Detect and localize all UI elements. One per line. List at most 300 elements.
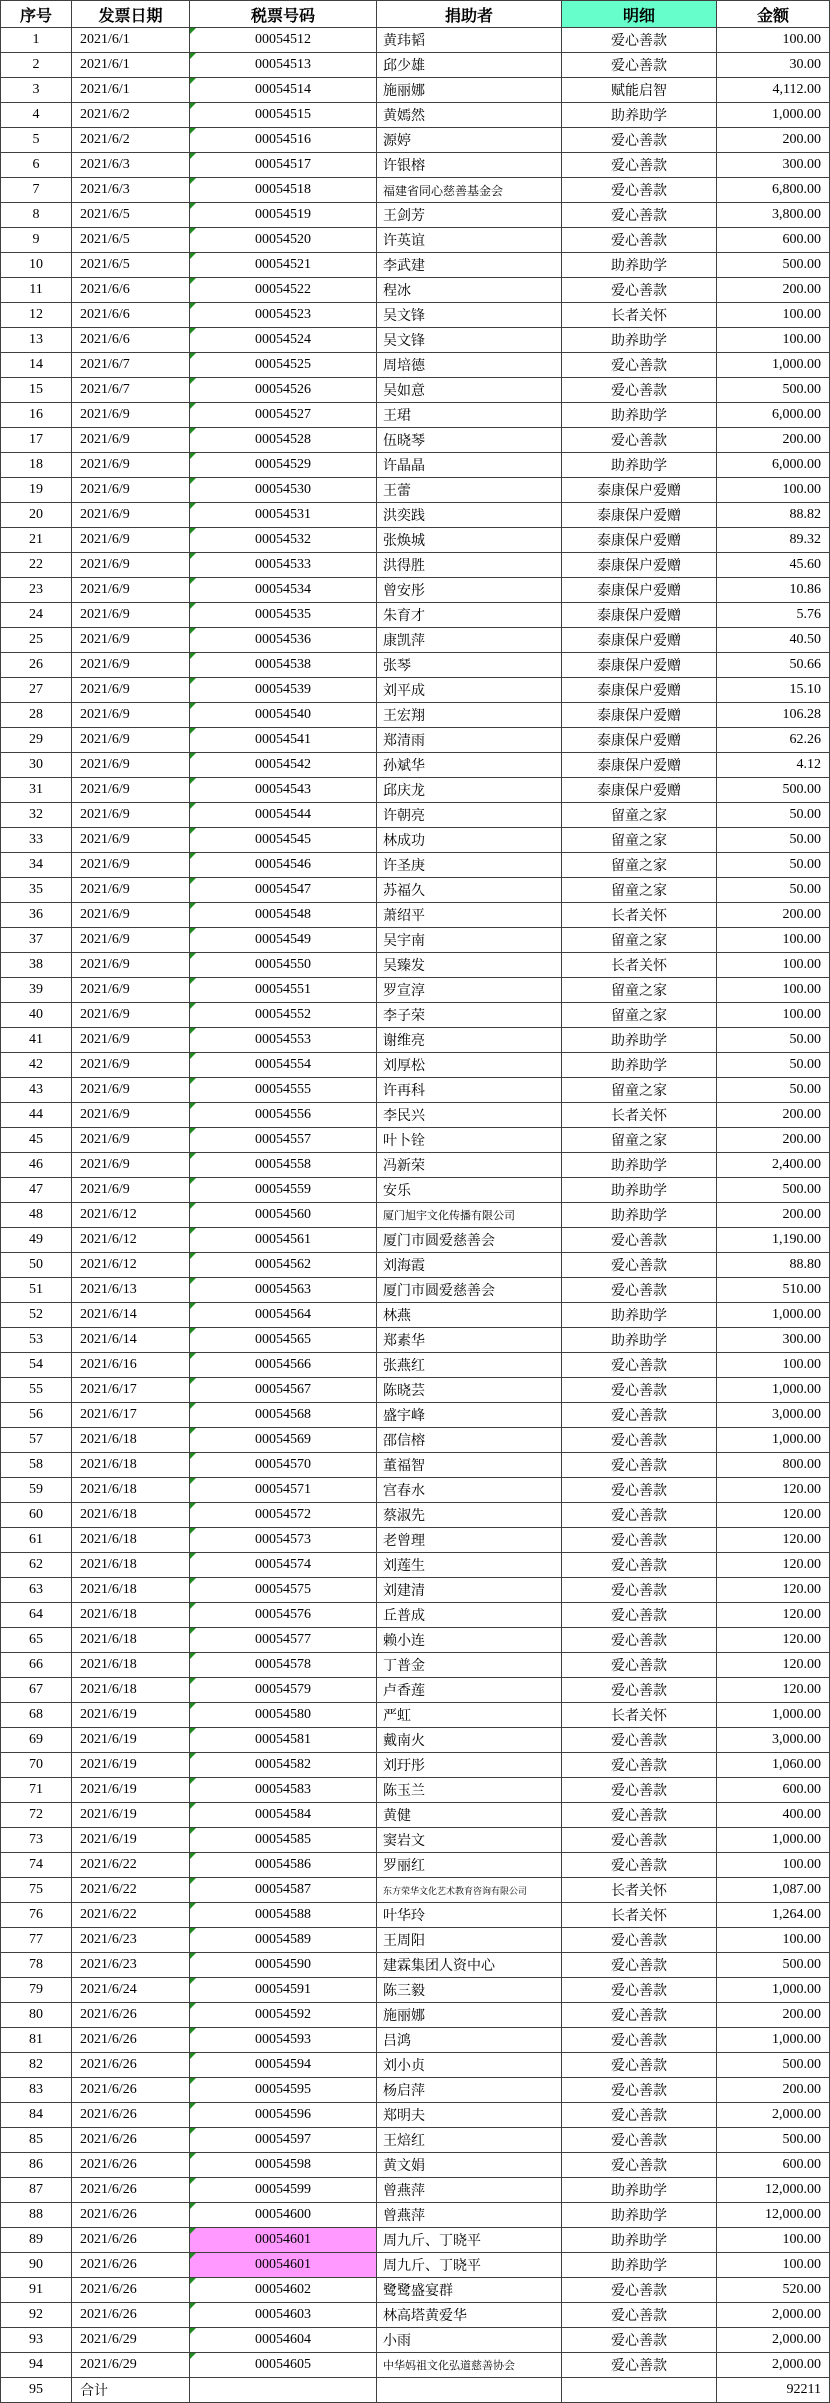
cell-no[interactable]: 15	[0, 378, 72, 403]
cell-no[interactable]: 1	[0, 28, 72, 53]
cell-amount[interactable]: 400.00	[717, 1803, 830, 1828]
cell-no[interactable]: 89	[0, 2228, 72, 2253]
cell-tax-no[interactable]: 00054586	[190, 1853, 377, 1878]
cell-detail[interactable]: 助养助学	[562, 1303, 717, 1328]
cell-amount[interactable]: 500.00	[717, 1178, 830, 1203]
cell-tax-no[interactable]: 00054597	[190, 2128, 377, 2153]
cell-detail[interactable]: 爱心善款	[562, 1578, 717, 1603]
cell-amount[interactable]: 45.60	[717, 553, 830, 578]
cell-date[interactable]: 2021/6/22	[72, 1878, 190, 1903]
cell-tax-no[interactable]: 00054524	[190, 328, 377, 353]
cell-amount[interactable]: 120.00	[717, 1578, 830, 1603]
cell-detail[interactable]: 爱心善款	[562, 1978, 717, 2003]
cell-no[interactable]: 50	[0, 1253, 72, 1278]
cell-date[interactable]: 2021/6/26	[72, 2203, 190, 2228]
cell-tax-no[interactable]: 00054559	[190, 1178, 377, 1203]
cell-detail[interactable]: 泰康保户爱赠	[562, 753, 717, 778]
cell-date[interactable]: 2021/6/26	[72, 2128, 190, 2153]
cell-tax-no[interactable]: 00054554	[190, 1053, 377, 1078]
cell-date[interactable]: 2021/6/2	[72, 128, 190, 153]
cell-detail[interactable]: 爱心善款	[562, 1453, 717, 1478]
cell-amount[interactable]: 120.00	[717, 1528, 830, 1553]
cell-amount[interactable]: 200.00	[717, 278, 830, 303]
cell-amount[interactable]: 3,800.00	[717, 203, 830, 228]
cell-donor[interactable]: 曾燕萍	[377, 2178, 562, 2203]
cell-donor[interactable]: 施丽娜	[377, 2003, 562, 2028]
cell-no[interactable]: 17	[0, 428, 72, 453]
cell-amount[interactable]: 4.12	[717, 753, 830, 778]
cell-no[interactable]: 54	[0, 1353, 72, 1378]
cell-donor[interactable]: 陈晓芸	[377, 1378, 562, 1403]
cell-amount[interactable]: 2,000.00	[717, 2303, 830, 2328]
cell-amount[interactable]: 30.00	[717, 53, 830, 78]
cell-detail[interactable]: 爱心善款	[562, 1553, 717, 1578]
cell-detail[interactable]: 泰康保户爱赠	[562, 603, 717, 628]
cell-detail[interactable]: 泰康保户爱赠	[562, 703, 717, 728]
cell-date[interactable]: 2021/6/19	[72, 1703, 190, 1728]
cell-no[interactable]: 31	[0, 778, 72, 803]
cell-detail[interactable]: 长者关怀	[562, 1903, 717, 1928]
cell-detail[interactable]: 爱心善款	[562, 2303, 717, 2328]
cell-donor[interactable]: 谢维亮	[377, 1028, 562, 1053]
cell-detail[interactable]: 长者关怀	[562, 1703, 717, 1728]
cell-amount[interactable]: 50.00	[717, 853, 830, 878]
cell-tax-no[interactable]: 00054569	[190, 1428, 377, 1453]
cell-detail[interactable]: 留童之家	[562, 853, 717, 878]
cell-date[interactable]: 2021/6/3	[72, 178, 190, 203]
cell-amount[interactable]: 100.00	[717, 1353, 830, 1378]
cell-tax-no[interactable]: 00054553	[190, 1028, 377, 1053]
cell-tax-no[interactable]: 00054595	[190, 2078, 377, 2103]
cell-tax-no[interactable]: 00054543	[190, 778, 377, 803]
cell-amount[interactable]: 1,000.00	[717, 2028, 830, 2053]
cell-detail[interactable]: 爱心善款	[562, 2353, 717, 2378]
cell-amount[interactable]: 2,400.00	[717, 1153, 830, 1178]
cell-amount[interactable]: 1,000.00	[717, 1703, 830, 1728]
cell-amount[interactable]: 300.00	[717, 1328, 830, 1353]
cell-tax-no[interactable]: 00054513	[190, 53, 377, 78]
cell-detail[interactable]: 泰康保户爱赠	[562, 778, 717, 803]
cell-detail[interactable]: 爱心善款	[562, 2078, 717, 2103]
cell-tax-no[interactable]: 00054532	[190, 528, 377, 553]
cell-donor[interactable]: 洪得胜	[377, 553, 562, 578]
cell-donor[interactable]: 黄玮韬	[377, 28, 562, 53]
cell-date[interactable]: 2021/6/23	[72, 1928, 190, 1953]
cell-no[interactable]: 47	[0, 1178, 72, 1203]
cell-amount[interactable]: 120.00	[717, 1653, 830, 1678]
cell-tax-no[interactable]: 00054565	[190, 1328, 377, 1353]
cell-donor[interactable]: 林燕	[377, 1303, 562, 1328]
cell-date[interactable]: 2021/6/9	[72, 828, 190, 853]
cell-donor[interactable]: 周培德	[377, 353, 562, 378]
cell-date[interactable]: 2021/6/12	[72, 1253, 190, 1278]
cell-amount[interactable]: 120.00	[717, 1503, 830, 1528]
cell-no[interactable]: 73	[0, 1828, 72, 1853]
cell-donor[interactable]: 林高塔黄爱华	[377, 2303, 562, 2328]
cell-no[interactable]: 75	[0, 1878, 72, 1903]
cell-amount[interactable]: 6,800.00	[717, 178, 830, 203]
cell-detail[interactable]: 爱心善款	[562, 228, 717, 253]
cell-donor[interactable]: 刘建清	[377, 1578, 562, 1603]
cell-amount[interactable]: 50.00	[717, 803, 830, 828]
cell-amount[interactable]: 5.76	[717, 603, 830, 628]
cell-tax-no[interactable]: 00054587	[190, 1878, 377, 1903]
cell-no[interactable]: 85	[0, 2128, 72, 2153]
cell-amount[interactable]: 200.00	[717, 128, 830, 153]
cell-date[interactable]: 2021/6/26	[72, 2178, 190, 2203]
cell-donor[interactable]: 施丽娜	[377, 78, 562, 103]
cell-no[interactable]: 69	[0, 1728, 72, 1753]
cell-amount[interactable]: 1,264.00	[717, 1903, 830, 1928]
cell-date[interactable]: 2021/6/22	[72, 1903, 190, 1928]
cell-date[interactable]: 2021/6/26	[72, 2078, 190, 2103]
cell-donor[interactable]: 赖小连	[377, 1628, 562, 1653]
cell-donor[interactable]: 吴如意	[377, 378, 562, 403]
cell-donor[interactable]: 建霖集团人资中心	[377, 1953, 562, 1978]
cell-detail[interactable]: 赋能启智	[562, 78, 717, 103]
cell-donor[interactable]: 曾安彤	[377, 578, 562, 603]
cell-amount[interactable]: 120.00	[717, 1603, 830, 1628]
cell-date[interactable]: 2021/6/9	[72, 803, 190, 828]
cell-date[interactable]: 2021/6/16	[72, 1353, 190, 1378]
cell-tax-no[interactable]: 00054558	[190, 1153, 377, 1178]
cell-no[interactable]: 26	[0, 653, 72, 678]
cell-donor[interactable]: 吴文锋	[377, 303, 562, 328]
cell-tax-no[interactable]: 00054580	[190, 1703, 377, 1728]
cell-amount[interactable]: 200.00	[717, 903, 830, 928]
cell-detail[interactable]: 爱心善款	[562, 378, 717, 403]
cell-detail[interactable]: 爱心善款	[562, 1478, 717, 1503]
cell-date[interactable]: 2021/6/9	[72, 678, 190, 703]
cell-detail[interactable]: 爱心善款	[562, 2053, 717, 2078]
cell-donor[interactable]: 老曾理	[377, 1528, 562, 1553]
cell-date[interactable]: 2021/6/9	[72, 1128, 190, 1153]
cell-detail[interactable]: 长者关怀	[562, 1878, 717, 1903]
cell-detail[interactable]: 泰康保户爱赠	[562, 728, 717, 753]
cell-amount[interactable]: 15.10	[717, 678, 830, 703]
cell-donor[interactable]: 张琴	[377, 653, 562, 678]
cell-no[interactable]: 13	[0, 328, 72, 353]
cell-detail[interactable]: 留童之家	[562, 928, 717, 953]
cell-no[interactable]: 72	[0, 1803, 72, 1828]
cell-amount[interactable]: 100.00	[717, 28, 830, 53]
cell-no[interactable]: 5	[0, 128, 72, 153]
cell-tax-no[interactable]: 00054529	[190, 453, 377, 478]
cell-date[interactable]: 2021/6/9	[72, 953, 190, 978]
cell-amount[interactable]: 50.00	[717, 878, 830, 903]
cell-no[interactable]: 6	[0, 153, 72, 178]
header-donor[interactable]: 捐助者	[377, 0, 562, 28]
header-detail[interactable]: 明细	[562, 0, 717, 28]
cell-tax-no[interactable]: 00054571	[190, 1478, 377, 1503]
cell-no[interactable]: 64	[0, 1603, 72, 1628]
cell-amount[interactable]: 4,112.00	[717, 78, 830, 103]
cell-date[interactable]: 2021/6/6	[72, 303, 190, 328]
cell-detail[interactable]: 爱心善款	[562, 28, 717, 53]
cell-detail[interactable]: 爱心善款	[562, 2103, 717, 2128]
cell-tax-no[interactable]: 00054551	[190, 978, 377, 1003]
cell-donor[interactable]: 罗宣淳	[377, 978, 562, 1003]
cell-amount[interactable]: 1,087.00	[717, 1878, 830, 1903]
cell-detail[interactable]: 留童之家	[562, 803, 717, 828]
cell-no[interactable]: 84	[0, 2103, 72, 2128]
cell-tax-no[interactable]: 00054517	[190, 153, 377, 178]
cell-detail[interactable]: 爱心善款	[562, 1278, 717, 1303]
cell-tax-no[interactable]: 00054521	[190, 253, 377, 278]
cell-no[interactable]: 59	[0, 1478, 72, 1503]
cell-amount[interactable]: 2,000.00	[717, 2328, 830, 2353]
cell-date[interactable]: 2021/6/9	[72, 878, 190, 903]
cell-date[interactable]: 2021/6/26	[72, 2278, 190, 2303]
cell-no[interactable]: 65	[0, 1628, 72, 1653]
cell-tax-no[interactable]: 00054520	[190, 228, 377, 253]
cell-no[interactable]: 46	[0, 1153, 72, 1178]
cell-no[interactable]: 41	[0, 1028, 72, 1053]
cell-detail[interactable]: 助养助学	[562, 2253, 717, 2278]
cell-date[interactable]: 2021/6/19	[72, 1753, 190, 1778]
cell-date[interactable]: 2021/6/29	[72, 2328, 190, 2353]
cell-donor[interactable]: 许英谊	[377, 228, 562, 253]
cell-amount[interactable]: 500.00	[717, 778, 830, 803]
cell-donor[interactable]: 福建省同心慈善基金会	[377, 178, 562, 203]
cell-amount[interactable]: 40.50	[717, 628, 830, 653]
cell-no[interactable]: 62	[0, 1553, 72, 1578]
cell-donor[interactable]: 王蕾	[377, 478, 562, 503]
cell-detail[interactable]: 爱心善款	[562, 1828, 717, 1853]
cell-amount[interactable]: 50.66	[717, 653, 830, 678]
cell-no[interactable]: 92	[0, 2303, 72, 2328]
cell-donor[interactable]: 窦岩文	[377, 1828, 562, 1853]
cell-donor[interactable]: 刘平成	[377, 678, 562, 703]
cell-tax-no[interactable]: 00054533	[190, 553, 377, 578]
cell-no[interactable]: 25	[0, 628, 72, 653]
cell-donor[interactable]: 许朝亮	[377, 803, 562, 828]
cell-detail[interactable]: 泰康保户爱赠	[562, 478, 717, 503]
cell-amount[interactable]: 500.00	[717, 2128, 830, 2153]
cell-tax-no[interactable]: 00054540	[190, 703, 377, 728]
cell-donor[interactable]: 陈三毅	[377, 1978, 562, 2003]
cell-amount[interactable]: 120.00	[717, 1553, 830, 1578]
cell-date[interactable]: 2021/6/12	[72, 1203, 190, 1228]
cell-amount[interactable]: 500.00	[717, 253, 830, 278]
cell-date[interactable]: 2021/6/26	[72, 2053, 190, 2078]
total-label[interactable]: 合计	[72, 2378, 190, 2403]
cell-tax-no[interactable]: 00054541	[190, 728, 377, 753]
cell-no[interactable]: 58	[0, 1453, 72, 1478]
cell-donor[interactable]: 许晶晶	[377, 453, 562, 478]
cell-donor[interactable]: 安乐	[377, 1178, 562, 1203]
cell-tax-no[interactable]: 00054582	[190, 1753, 377, 1778]
cell-no[interactable]: 87	[0, 2178, 72, 2203]
cell-donor[interactable]: 伍晓琴	[377, 428, 562, 453]
cell-date[interactable]: 2021/6/9	[72, 503, 190, 528]
cell-donor[interactable]: 王焙红	[377, 2128, 562, 2153]
cell-detail[interactable]: 助养助学	[562, 1203, 717, 1228]
cell-no[interactable]: 33	[0, 828, 72, 853]
cell-donor[interactable]: 王剑芳	[377, 203, 562, 228]
cell-detail[interactable]: 助养助学	[562, 2228, 717, 2253]
cell-no[interactable]: 21	[0, 528, 72, 553]
cell-date[interactable]: 2021/6/22	[72, 1853, 190, 1878]
cell-detail[interactable]: 留童之家	[562, 978, 717, 1003]
cell-date[interactable]: 2021/6/9	[72, 1103, 190, 1128]
cell-donor[interactable]: 刘小贞	[377, 2053, 562, 2078]
cell-amount[interactable]: 1,000.00	[717, 1978, 830, 2003]
cell-no[interactable]: 40	[0, 1003, 72, 1028]
header-date[interactable]: 发票日期	[72, 0, 190, 28]
cell-detail[interactable]: 助养助学	[562, 2203, 717, 2228]
cell-detail[interactable]: 爱心善款	[562, 178, 717, 203]
cell-amount[interactable]: 88.80	[717, 1253, 830, 1278]
cell-amount[interactable]: 100.00	[717, 2253, 830, 2278]
cell-tax-no[interactable]: 00054555	[190, 1078, 377, 1103]
cell-date[interactable]: 2021/6/18	[72, 1428, 190, 1453]
cell-donor[interactable]: 张燕红	[377, 1353, 562, 1378]
cell-donor[interactable]: 周九斤、丁晓平	[377, 2228, 562, 2253]
cell-date[interactable]: 2021/6/18	[72, 1553, 190, 1578]
cell-tax-no[interactable]: 00054560	[190, 1203, 377, 1228]
cell-amount[interactable]: 200.00	[717, 2078, 830, 2103]
cell-no[interactable]: 51	[0, 1278, 72, 1303]
cell-no[interactable]: 68	[0, 1703, 72, 1728]
cell-no[interactable]: 57	[0, 1428, 72, 1453]
cell-date[interactable]: 2021/6/5	[72, 253, 190, 278]
cell-date[interactable]: 2021/6/9	[72, 653, 190, 678]
cell-date[interactable]: 2021/6/5	[72, 228, 190, 253]
cell-amount[interactable]: 520.00	[717, 2278, 830, 2303]
cell-tax-no[interactable]: 00054567	[190, 1378, 377, 1403]
cell-donor[interactable]: 李武建	[377, 253, 562, 278]
cell-detail[interactable]: 爱心善款	[562, 1803, 717, 1828]
cell-date[interactable]: 2021/6/24	[72, 1978, 190, 2003]
cell-no[interactable]: 52	[0, 1303, 72, 1328]
cell-date[interactable]: 2021/6/18	[72, 1603, 190, 1628]
cell-no[interactable]: 30	[0, 753, 72, 778]
cell-date[interactable]: 2021/6/14	[72, 1328, 190, 1353]
cell-date[interactable]: 2021/6/9	[72, 978, 190, 1003]
cell-no[interactable]: 55	[0, 1378, 72, 1403]
cell-no[interactable]: 24	[0, 603, 72, 628]
cell-date[interactable]: 2021/6/26	[72, 2103, 190, 2128]
cell-detail[interactable]: 爱心善款	[562, 353, 717, 378]
cell-date[interactable]: 2021/6/9	[72, 703, 190, 728]
cell-no[interactable]: 48	[0, 1203, 72, 1228]
cell-donor[interactable]: 曾燕萍	[377, 2203, 562, 2228]
cell-amount[interactable]: 62.26	[717, 728, 830, 753]
cell-tax-no[interactable]: 00054516	[190, 128, 377, 153]
cell-date[interactable]: 2021/6/9	[72, 528, 190, 553]
cell-tax-no[interactable]: 00054576	[190, 1603, 377, 1628]
cell-date[interactable]: 2021/6/13	[72, 1278, 190, 1303]
cell-no[interactable]: 34	[0, 853, 72, 878]
cell-tax-no[interactable]: 00054601	[190, 2253, 377, 2278]
cell-no[interactable]: 38	[0, 953, 72, 978]
cell-detail[interactable]: 爱心善款	[562, 2328, 717, 2353]
cell-amount[interactable]: 200.00	[717, 1203, 830, 1228]
cell-no[interactable]: 7	[0, 178, 72, 203]
cell-donor[interactable]: 康凯萍	[377, 628, 562, 653]
cell-tax-no[interactable]: 00054572	[190, 1503, 377, 1528]
cell-no[interactable]: 88	[0, 2203, 72, 2228]
cell-detail[interactable]: 留童之家	[562, 1128, 717, 1153]
cell-tax-no[interactable]: 00054575	[190, 1578, 377, 1603]
cell-donor[interactable]: 源婷	[377, 128, 562, 153]
total-empty-tax[interactable]	[190, 2378, 377, 2403]
cell-tax-no[interactable]: 00054550	[190, 953, 377, 978]
cell-donor[interactable]: 宫春水	[377, 1478, 562, 1503]
cell-date[interactable]: 2021/6/26	[72, 2253, 190, 2278]
cell-no[interactable]: 19	[0, 478, 72, 503]
cell-amount[interactable]: 10.86	[717, 578, 830, 603]
total-no[interactable]: 95	[0, 2378, 72, 2403]
cell-donor[interactable]: 郑素华	[377, 1328, 562, 1353]
cell-amount[interactable]: 12,000.00	[717, 2203, 830, 2228]
cell-amount[interactable]: 3,000.00	[717, 1403, 830, 1428]
cell-amount[interactable]: 600.00	[717, 2153, 830, 2178]
cell-detail[interactable]: 助养助学	[562, 253, 717, 278]
cell-amount[interactable]: 200.00	[717, 1103, 830, 1128]
cell-donor[interactable]: 许银榕	[377, 153, 562, 178]
cell-tax-no[interactable]: 00054535	[190, 603, 377, 628]
cell-no[interactable]: 39	[0, 978, 72, 1003]
cell-date[interactable]: 2021/6/19	[72, 1778, 190, 1803]
cell-no[interactable]: 74	[0, 1853, 72, 1878]
cell-donor[interactable]: 黄嫣然	[377, 103, 562, 128]
cell-detail[interactable]: 爱心善款	[562, 1778, 717, 1803]
cell-tax-no[interactable]: 00054593	[190, 2028, 377, 2053]
cell-date[interactable]: 2021/6/9	[72, 553, 190, 578]
cell-no[interactable]: 82	[0, 2053, 72, 2078]
cell-donor[interactable]: 李子荣	[377, 1003, 562, 1028]
cell-amount[interactable]: 2,000.00	[717, 2103, 830, 2128]
cell-detail[interactable]: 爱心善款	[562, 1678, 717, 1703]
cell-tax-no[interactable]: 00054602	[190, 2278, 377, 2303]
cell-no[interactable]: 66	[0, 1653, 72, 1678]
cell-detail[interactable]: 泰康保户爱赠	[562, 553, 717, 578]
cell-donor[interactable]: 朱育才	[377, 603, 562, 628]
cell-tax-no[interactable]: 00054515	[190, 103, 377, 128]
cell-date[interactable]: 2021/6/9	[72, 578, 190, 603]
cell-tax-no[interactable]: 00054605	[190, 2353, 377, 2378]
cell-tax-no[interactable]: 00054512	[190, 28, 377, 53]
cell-donor[interactable]: 郑明夫	[377, 2103, 562, 2128]
cell-no[interactable]: 67	[0, 1678, 72, 1703]
cell-amount[interactable]: 200.00	[717, 1128, 830, 1153]
cell-amount[interactable]: 1,000.00	[717, 1303, 830, 1328]
cell-date[interactable]: 2021/6/17	[72, 1378, 190, 1403]
cell-amount[interactable]: 2,000.00	[717, 2353, 830, 2378]
cell-amount[interactable]: 100.00	[717, 478, 830, 503]
cell-no[interactable]: 53	[0, 1328, 72, 1353]
cell-tax-no[interactable]: 00054557	[190, 1128, 377, 1153]
cell-tax-no[interactable]: 00054522	[190, 278, 377, 303]
cell-no[interactable]: 81	[0, 2028, 72, 2053]
cell-donor[interactable]: 罗丽红	[377, 1853, 562, 1878]
cell-tax-no[interactable]: 00054604	[190, 2328, 377, 2353]
cell-no[interactable]: 28	[0, 703, 72, 728]
cell-detail[interactable]: 助养助学	[562, 103, 717, 128]
cell-donor[interactable]: 厦门市圆爱慈善会	[377, 1228, 562, 1253]
cell-tax-no[interactable]: 00054578	[190, 1653, 377, 1678]
cell-donor[interactable]: 蔡淑先	[377, 1503, 562, 1528]
cell-tax-no[interactable]: 00054585	[190, 1828, 377, 1853]
cell-amount[interactable]: 600.00	[717, 228, 830, 253]
cell-date[interactable]: 2021/6/9	[72, 628, 190, 653]
cell-date[interactable]: 2021/6/9	[72, 853, 190, 878]
cell-tax-no[interactable]: 00054546	[190, 853, 377, 878]
cell-tax-no[interactable]: 00054577	[190, 1628, 377, 1653]
cell-detail[interactable]: 爱心善款	[562, 1953, 717, 1978]
